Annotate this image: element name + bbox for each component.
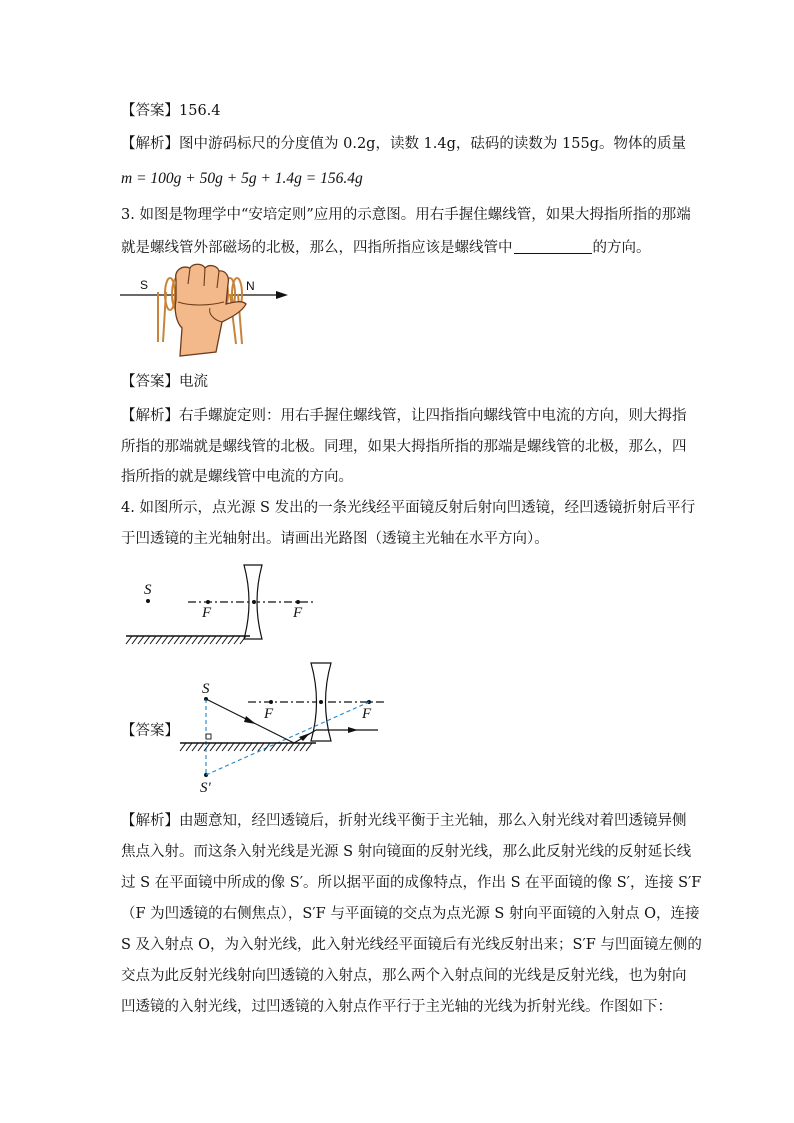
answer-blank bbox=[514, 239, 592, 254]
answer-tag: 【答案】 bbox=[121, 374, 179, 390]
q3-question-line2 bbox=[121, 238, 651, 258]
q4-question-line2: 于凹透镜的主光轴射出。请画出光路图（透镜主光轴在水平方向）。 bbox=[121, 531, 549, 547]
north-arrow-head bbox=[276, 291, 288, 299]
q4-analysis-line7: 凹透镜的入射光线，过凹透镜的入射点作平行于主光轴的光线为折射光线。作图如下： bbox=[121, 999, 672, 1015]
analysis-tag: 【解析】 bbox=[121, 813, 179, 829]
q4-problem-figure bbox=[118, 560, 328, 655]
right-hand-solenoid-figure bbox=[118, 262, 294, 362]
label-f-left: F bbox=[202, 605, 212, 621]
q4-question-line1: 4. 如图所示，点光源 S 发出的一条光线经平面镜反射后射向凹透镜，经凹透镜折射后平行 bbox=[121, 500, 696, 516]
q2-answer-line bbox=[121, 101, 221, 121]
q4-analysis-line4: （F 为凹透镜的右侧焦点），S′F 与平面镜的交点为点光源 S 射向平面镜的入射点 O，连接 bbox=[121, 906, 700, 922]
focus-right bbox=[296, 600, 300, 604]
q2-analysis-line bbox=[121, 134, 686, 154]
answer-value: 156.4 bbox=[179, 103, 221, 119]
incident-ray-arrow bbox=[244, 716, 256, 724]
reflected-ray-arrow bbox=[299, 733, 310, 741]
mirror-hatching bbox=[180, 743, 312, 751]
q3-question-line1: 3. 如图是物理学中“安培定则”应用的示意图。用右手握住螺线管，如果大拇指所指的那端 bbox=[121, 207, 691, 223]
q4-answer-figure bbox=[176, 657, 396, 797]
label-f-left: F bbox=[264, 706, 274, 722]
label-f-right: F bbox=[362, 706, 372, 722]
s-prime-f-construction-line bbox=[206, 702, 369, 775]
q3-analysis-line2: 所指的那端就是螺线管的北极。同理，如果大拇指所指的那端是螺线管的北极，那么，四 bbox=[121, 439, 687, 455]
analysis-text: 由题意知，经凹透镜后，折射光线平衡于主光轴，那么入射光线对着凹透镜异侧 bbox=[179, 813, 687, 829]
q4-analysis-line1 bbox=[121, 811, 687, 831]
q3-answer-line bbox=[121, 372, 208, 392]
label-s: S bbox=[144, 582, 152, 598]
answer-tag: 【答案】 bbox=[121, 103, 179, 119]
q3-text-after: 的方向。 bbox=[592, 240, 651, 256]
refracted-ray-arrow bbox=[348, 727, 358, 733]
right-angle-mark bbox=[206, 734, 211, 739]
analysis-text: 右手螺旋定则：用右手握住螺线管，让四指指向螺线管中电流的方向，则大拇指 bbox=[179, 408, 687, 424]
point-source-s bbox=[146, 599, 150, 603]
fig-label-s: S bbox=[140, 278, 149, 292]
analysis-tag: 【解析】 bbox=[121, 136, 179, 152]
q4-analysis-line3: 过 S 在平面镜中所成的像 S′。所以据平面的成像特点，作出 S 在平面镜的像 S′，连接 S′F bbox=[121, 875, 702, 891]
q4-analysis-line2: 焦点入射。而这条入射光线是光源 S 射向镜面的反射光线，那么此反射光线的反射延长线 bbox=[121, 844, 692, 860]
analysis-text: 图中游码标尺的分度值为 0.2g，读数 1.4g，砝码的读数为 155g。物体的质量 bbox=[179, 136, 686, 152]
label-s-prime: S′ bbox=[200, 780, 211, 796]
fig-label-n: N bbox=[246, 279, 255, 293]
q3-analysis-line1 bbox=[121, 406, 687, 426]
focus-left bbox=[206, 600, 210, 604]
optical-center bbox=[319, 700, 323, 704]
q4-analysis-line5: S 及入射点 O，为入射光线，此入射光线经平面镜后有光线反射出来；S′F 与凹面镜左侧的 bbox=[121, 937, 702, 953]
focus-left bbox=[269, 700, 273, 704]
q2-formula: m = 100g + 50g + 5g + 1.4g = 156.4g bbox=[121, 170, 363, 187]
mirror-hatching bbox=[126, 636, 246, 644]
q4-answer-label: 【答案】 bbox=[121, 723, 179, 739]
label-f-right: F bbox=[293, 605, 303, 621]
q3-text-before: 就是螺线管外部磁场的北极，那么，四指所指应该是螺线管中 bbox=[121, 240, 513, 256]
analysis-tag: 【解析】 bbox=[121, 408, 179, 424]
q4-analysis-line6: 交点为此反射光线射向凹透镜的入射点，那么两个入射点间的光线是反射光线，也为射向 bbox=[121, 968, 687, 984]
answer-value: 电流 bbox=[179, 374, 208, 390]
optical-center bbox=[252, 600, 256, 604]
q3-analysis-line3: 指所指的就是螺线管中电流的方向。 bbox=[121, 469, 353, 485]
label-s: S bbox=[202, 681, 210, 697]
